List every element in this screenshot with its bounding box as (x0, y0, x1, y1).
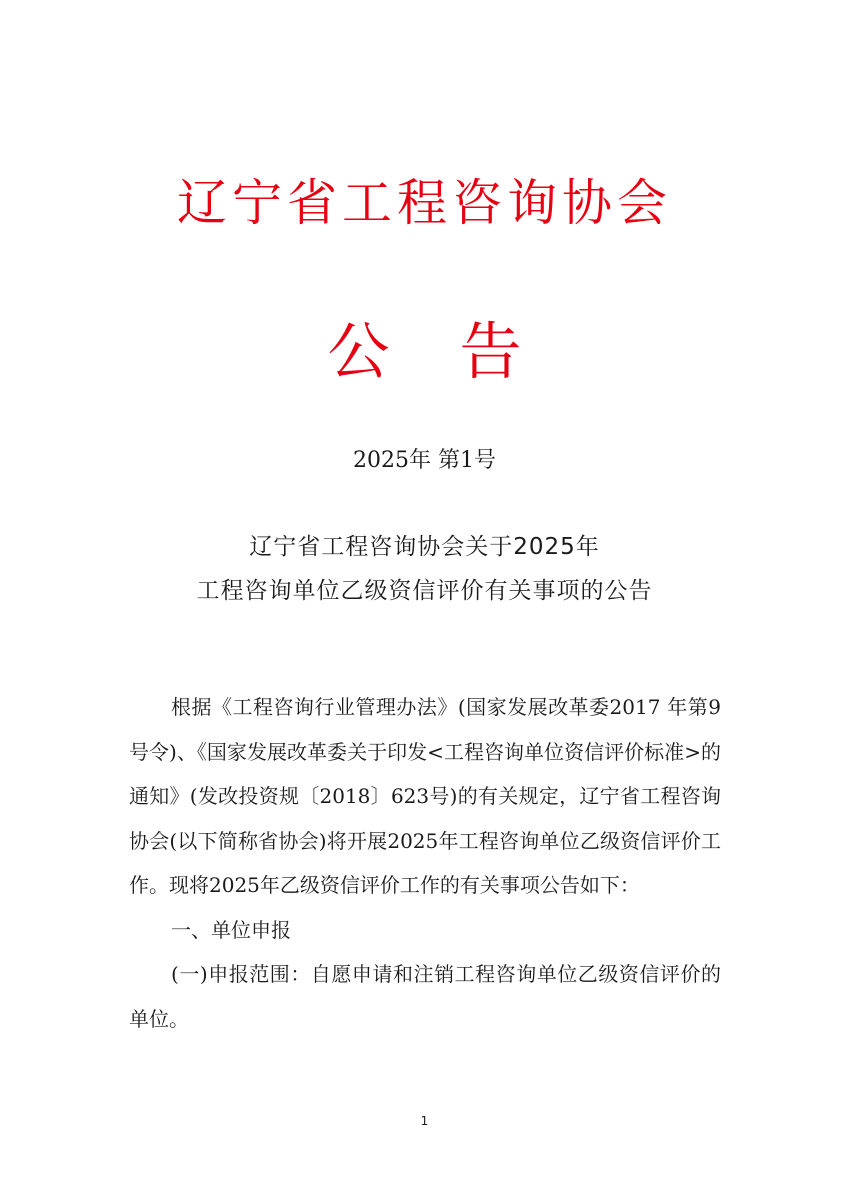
notice-title: 公告 (327, 315, 592, 388)
heading-line-2: 工程咨询单位乙级资信评价有关事项的公告 (196, 578, 653, 604)
heading-line-1: 辽宁省工程咨询协会关于2025年 (249, 534, 600, 560)
section-heading: 一、单位申报 (171, 917, 291, 942)
body-text (129, 685, 721, 1041)
page-number: 1 (420, 1114, 429, 1128)
body-item: (一)申报范围：自愿申请和注销工程咨询单位乙级资信评价的单位。 (129, 962, 721, 1031)
org-title: 辽宁省工程咨询协会 (177, 174, 672, 232)
body-paragraph: 根据《工程咨询行业管理办法》(国家发展改革委2017 年第9 号令)、《国家发展改革委关于印发<工程咨询单位资信评价标准>的通知》(发改投资规〔2018〕623号)的有关规定，辽宁省工程咨询协会(以下简称省协会)将开展2025年工程咨询单位乙级资信评价工作。现将2025年乙级资信评价工作的有关事项公告如下： (129, 695, 721, 897)
doc-number: 2025年 第1号 (353, 448, 496, 473)
